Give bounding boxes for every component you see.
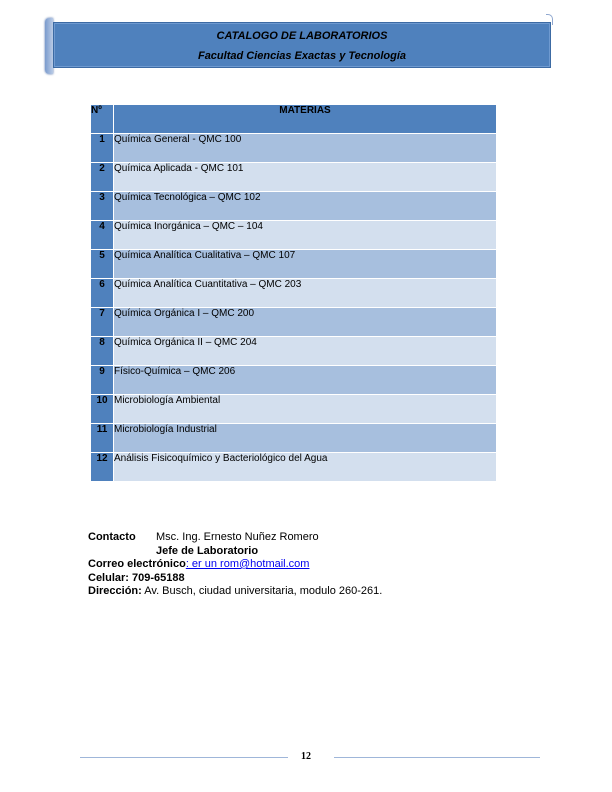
row-number: 2 — [91, 163, 114, 192]
header-banner — [53, 22, 551, 68]
row-subject: Química Analítica Cualitativa – QMC 107 — [114, 250, 497, 279]
row-number: 11 — [91, 424, 114, 453]
row-subject: Microbiología Industrial — [114, 424, 497, 453]
row-number: 3 — [91, 192, 114, 221]
row-number: 6 — [91, 279, 114, 308]
row-subject: Química Analítica Cuantitativa – QMC 203 — [114, 279, 497, 308]
table-row — [91, 134, 497, 163]
row-number: 9 — [91, 366, 114, 395]
row-subject: Físico-Química – QMC 206 — [114, 366, 497, 395]
table-row — [91, 221, 497, 250]
column-header-materias: MATERIAS — [114, 105, 497, 134]
table-row — [91, 308, 497, 337]
row-number: 10 — [91, 395, 114, 424]
row-subject: Química General - QMC 100 — [114, 134, 497, 163]
table-row — [91, 395, 497, 424]
contact-label: Contacto — [88, 531, 136, 543]
table-header-row — [91, 105, 497, 134]
table-row — [91, 453, 497, 482]
contact-name-row — [88, 531, 382, 545]
row-subject: Química Aplicada - QMC 101 — [114, 163, 497, 192]
address-label: Dirección: — [88, 585, 142, 597]
row-number: 8 — [91, 337, 114, 366]
contact-block — [88, 531, 382, 599]
row-number: 1 — [91, 134, 114, 163]
contact-role-row — [88, 545, 382, 559]
row-subject: Química Orgánica II – QMC 204 — [114, 337, 497, 366]
column-header-number: Nº — [91, 105, 114, 134]
row-number: 12 — [91, 453, 114, 482]
table-row — [91, 250, 497, 279]
contact-address-row — [88, 585, 382, 599]
address-value: Av. Busch, ciudad universitaria, modulo 260-261. — [141, 585, 383, 597]
contact-phone: Celular: 709-65188 — [88, 571, 185, 584]
page-title: CATALOGO DE LABORATORIOS — [216, 30, 388, 42]
table-row — [91, 192, 497, 221]
email-link[interactable]: : er un rom@hotmail.com — [185, 558, 310, 570]
contact-email-row — [88, 558, 382, 572]
table-row — [91, 163, 497, 192]
page-number: 12 — [301, 751, 311, 762]
row-subject: Microbiología Ambiental — [114, 395, 497, 424]
page-subtitle: Facultad Ciencias Exactas y Tecnología — [197, 50, 407, 62]
table-row — [91, 337, 497, 366]
email-label: Correo electrónico — [88, 558, 186, 570]
table-row — [91, 279, 497, 308]
row-subject: Química Tecnológica – QMC 102 — [114, 192, 497, 221]
contact-name: Msc. Ing. Ernesto Nuñez Romero — [156, 531, 319, 543]
row-number: 5 — [91, 250, 114, 279]
materias-table — [90, 104, 497, 482]
row-subject: Química Orgánica I – QMC 200 — [114, 308, 497, 337]
table-row — [91, 366, 497, 395]
row-subject: Análisis Fisicoquímico y Bacteriológico del Agua — [114, 453, 497, 482]
table-row — [91, 424, 497, 453]
row-subject: Química Inorgánica – QMC – 104 — [114, 221, 497, 250]
row-number: 4 — [91, 221, 114, 250]
row-number: 7 — [91, 308, 114, 337]
contact-role: Jefe de Laboratorio — [156, 544, 259, 557]
banner-scroll-left — [45, 18, 53, 74]
